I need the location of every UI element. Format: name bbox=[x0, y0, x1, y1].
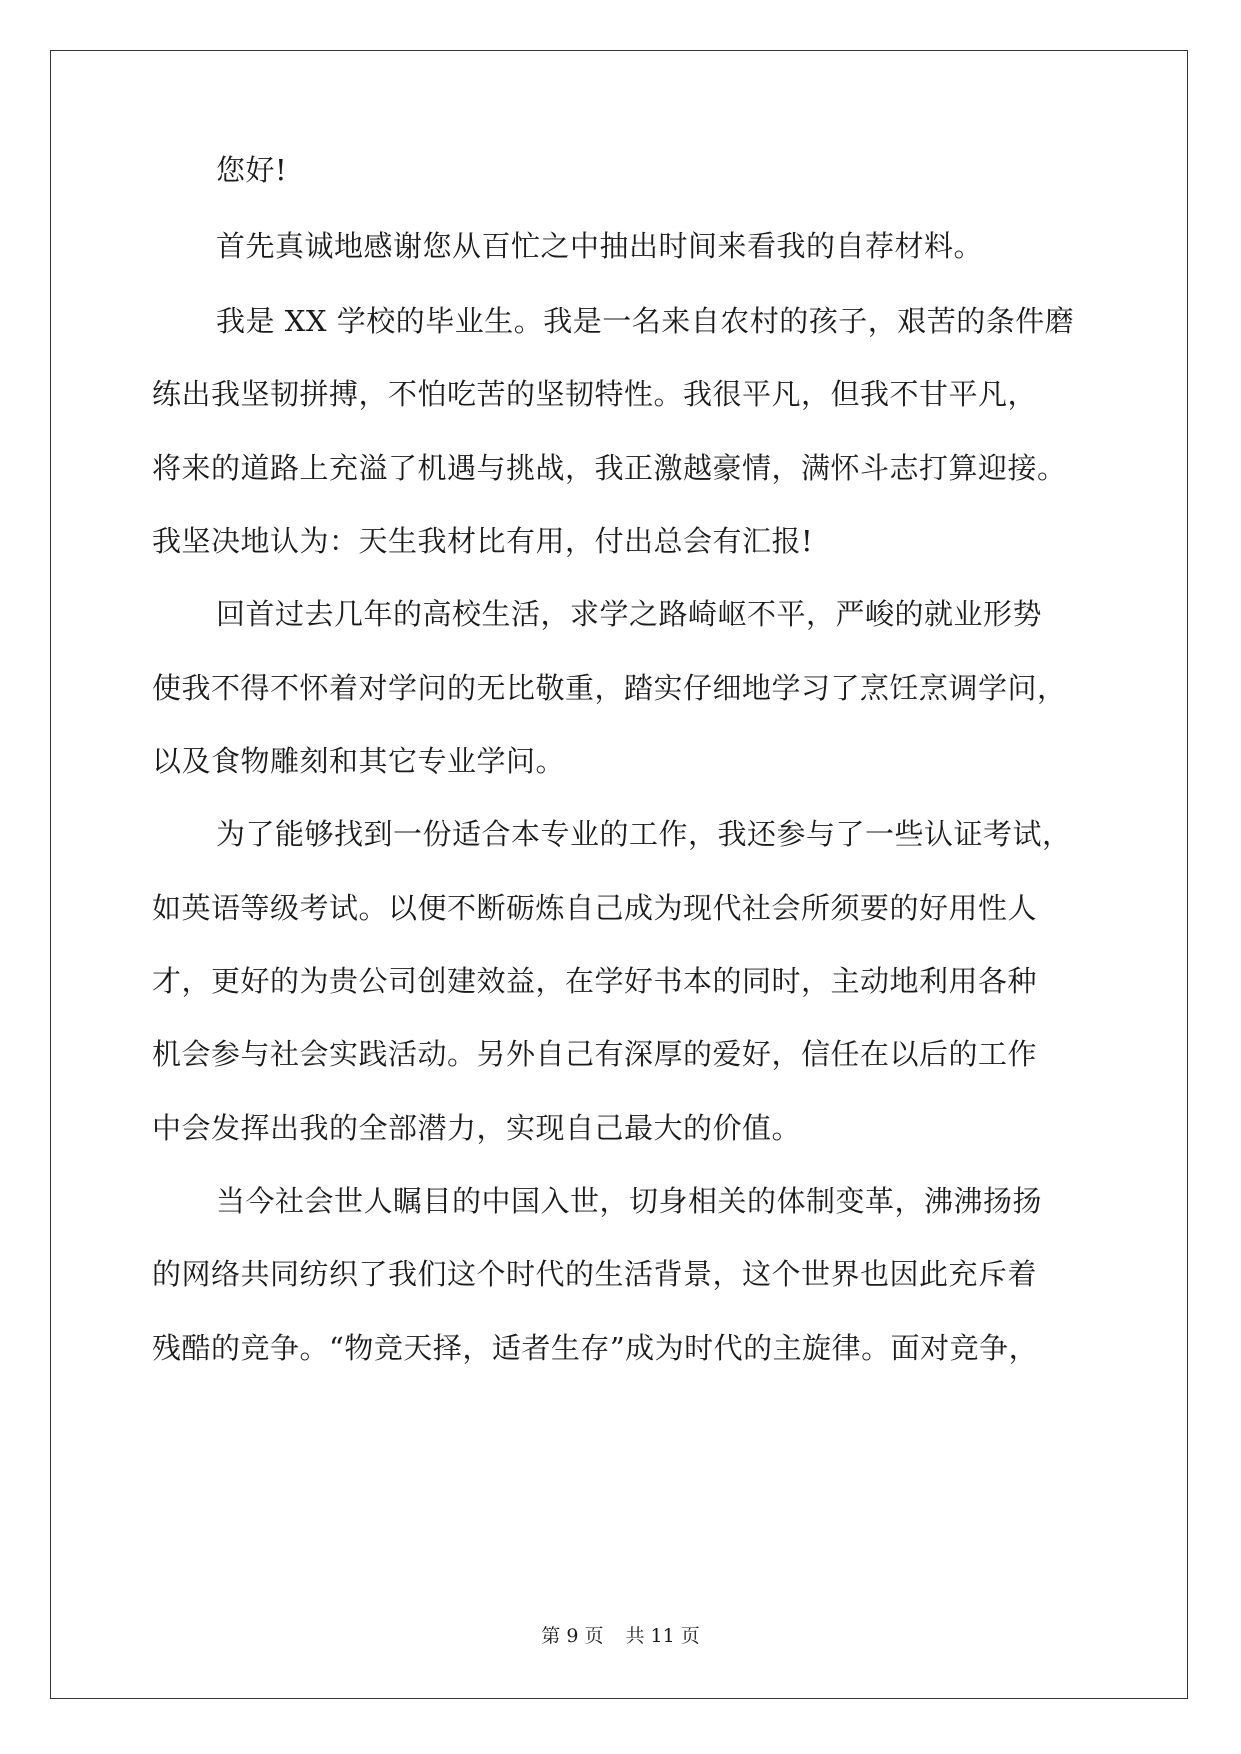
paragraph-line: 练出我坚韧拼搏，不怕吃苦的坚韧特性。我很平凡，但我不甘平凡， bbox=[152, 377, 1038, 411]
page-footer bbox=[0, 1624, 1241, 1648]
paragraph-line: 中会发挥出我的全部潜力，实现自己最大的价值。 bbox=[152, 1111, 802, 1145]
paragraph-line: 当今社会世人瞩目的中国入世，切身相关的体制变革，沸沸扬扬 bbox=[216, 1184, 1043, 1218]
paragraph-line: 机会参与社会实践活动。另外自己有深厚的爱好，信任在以后的工作 bbox=[152, 1037, 1038, 1071]
page-total: 共 11 页 bbox=[625, 1625, 700, 1647]
paragraph-line: 我是 XX 学校的毕业生。我是一名来自农村的孩子，艰苦的条件磨 bbox=[216, 304, 1075, 338]
paragraph-line: 回首过去几年的高校生活，求学之路崎岖不平，严峻的就业形势 bbox=[216, 597, 1043, 631]
paragraph-line: 以及食物雕刻和其它专业学问。 bbox=[152, 744, 566, 778]
paragraph-line: 首先真诚地感谢您从百忙之中抽出时间来看我的自荐材料。 bbox=[216, 229, 984, 263]
paragraph-line: 才，更好的为贵公司创建效益，在学好书本的同时，主动地利用各种 bbox=[152, 964, 1038, 998]
paragraph-line: 使我不得不怀着对学问的无比敬重，踏实仔细地学习了烹饪烹调学问， bbox=[152, 671, 1067, 705]
paragraph-line: 的网络共同纺织了我们这个时代的生活背景，这个世界也因此充斥着 bbox=[152, 1257, 1038, 1291]
page-border bbox=[50, 50, 1188, 1699]
paragraph-line: 为了能够找到一份适合本专业的工作，我还参与了一些认证考试， bbox=[216, 817, 1072, 851]
paragraph-line: 如英语等级考试。以便不断砺炼自己成为现代社会所须要的好用性人 bbox=[152, 891, 1038, 925]
greeting-line: 您好! bbox=[216, 153, 288, 187]
paragraph-line: 将来的道路上充溢了机遇与挑战，我正激越豪情，满怀斗志打算迎接。 bbox=[152, 451, 1067, 485]
paragraph-line: 我坚决地认为：天生我材比有用，付出总会有汇报! bbox=[152, 524, 814, 558]
paragraph-line: 残酷的竞争。“物竞天择，适者生存”成为时代的主旋律。面对竞争， bbox=[152, 1331, 1039, 1365]
page-number: 第 9 页 bbox=[541, 1625, 604, 1647]
